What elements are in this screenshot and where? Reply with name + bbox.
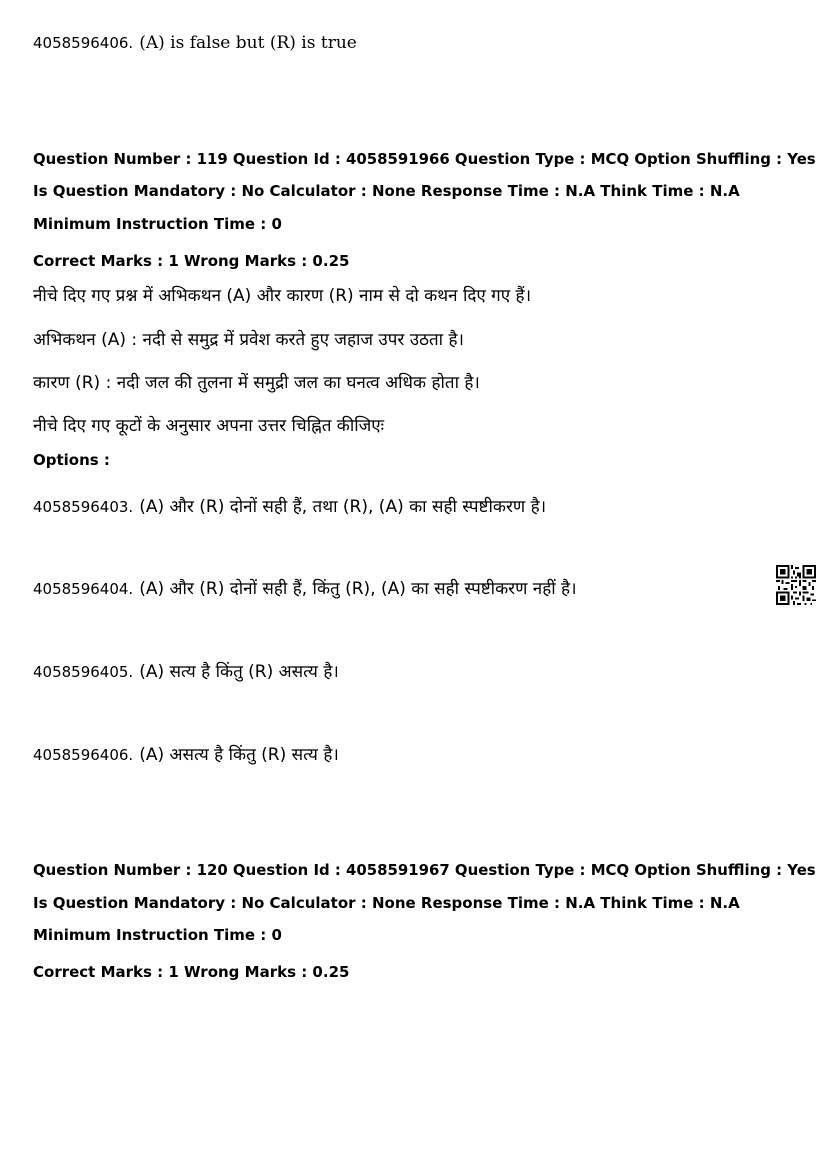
q120-header-line1: Question Number : 120 Question Id : 4058591967 Question Type : MCQ Option Shuffling : Yes [33,861,816,879]
option-id: 4058596403. [33,498,134,516]
q119-header-line2: Is Question Mandatory : No Calculator : None Response Time : N.A Think Time : N.A [33,182,740,200]
q119-header-line1: Question Number : 119 Question Id : 4058591966 Question Type : MCQ Option Shuffling : Yes [33,150,816,168]
option-text: (A) और (R) दोनों सही हैं, किंतु (R), (A) का सही स्पष्टीकरण नहीं है। [139,579,577,599]
option-id: 4058596406. [33,34,134,52]
q119-stem-reason: कारण (R) : नदी जल की तुलना में समुद्री जल का घनत्व अधिक होता है। [33,373,480,393]
option-row-3 [33,659,339,682]
option-row-1 [33,494,546,517]
option-text: (A) और (R) दोनों सही हैं, तथा (R), (A) का सही स्पष्टीकरण है। [139,497,547,517]
option-id: 4058596406. [33,746,134,764]
q120-marks: Correct Marks : 1 Wrong Marks : 0.25 [33,963,350,981]
option-id: 4058596404. [33,580,134,598]
q120-header-line3: Minimum Instruction Time : 0 [33,926,282,944]
option-row-4 [33,742,339,765]
option-text: (A) is false but (R) is true [139,33,357,53]
option-row-2 [33,576,577,599]
qr-code-icon [776,565,816,605]
q119-stem-intro: नीचे दिए गए प्रश्न में अभिकथन (A) और कारण (R) नाम से दो कथन दिए गए हैं। [33,286,532,306]
q119-options-label: Options : [33,451,110,469]
q120-header-line2: Is Question Mandatory : No Calculator : None Response Time : N.A Think Time : N.A [33,894,740,912]
option-id: 4058596405. [33,663,134,681]
q119-stem-instruction: नीचे दिए गए कूटों के अनुसार अपना उत्तर चिह्नित कीजिएः [33,416,385,436]
prev-option-row [33,33,357,53]
option-text: (A) सत्य है किंतु (R) असत्य है। [139,662,339,682]
q119-stem-assertion: अभिकथन (A) : नदी से समुद्र में प्रवेश करते हुए जहाज उपर उठता है। [33,330,464,350]
q119-header-line3: Minimum Instruction Time : 0 [33,215,282,233]
option-text: (A) असत्य है किंतु (R) सत्य है। [139,745,339,765]
q119-marks: Correct Marks : 1 Wrong Marks : 0.25 [33,252,350,270]
